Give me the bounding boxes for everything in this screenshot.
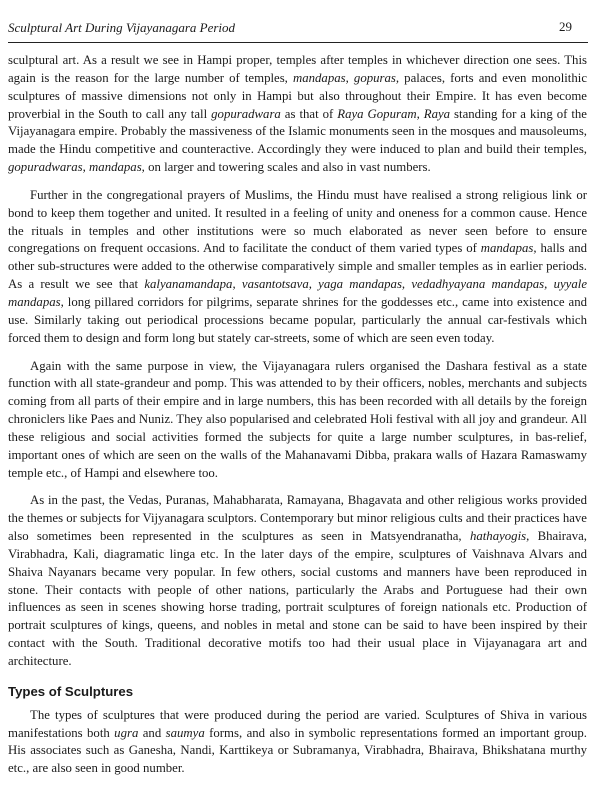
text-run: on larger and towering scales and also in vast numbers. bbox=[144, 160, 431, 175]
italic-term: Raya Gopuram, Raya bbox=[337, 106, 451, 121]
italic-term: saumya bbox=[165, 725, 205, 740]
text-run: Bhairava, Virabhadra, Kali, diagramatic linga etc. In the later days of the empire, sculptures of Vaishnava Alvars and Shaiva Nayanars became very popular. In few others, social customs and manners have been reproduced in stone. Their contacts with people of other nations, particularly the Arabs and Portuguese had their own influences as seen in scenes showing horse trading, portrait sculptures of foreign nationals etc. Production of portrait sculptures of kings, queens, and nobles in metal and stone can be said to have been inspired by their contact with the South. Traditional decorative motifs too had their usual place in Vijayanagara art and architecture. bbox=[8, 529, 588, 668]
paragraph-3 bbox=[8, 358, 587, 483]
text-run: halls and other sub-structures were added to the otherwise comparatively simple and smaller temples as in earlier periods. As a result we see that bbox=[8, 241, 588, 292]
text-run: sculptural art. As a result we see in Hampi proper, temples after temples in whichever direction one sees. This again is the reason for the large number of temples, bbox=[8, 53, 587, 85]
italic-term: ugra bbox=[114, 725, 139, 740]
paragraph-4 bbox=[8, 492, 587, 670]
page-header bbox=[8, 18, 588, 43]
section-paragraph-1 bbox=[8, 707, 587, 778]
text-run: As in the past, the Vedas, Puranas, Mahabharata, Ramayana, Bhagavata and other religious works provided the themes or subjects for Vijyanagara sculptors. Contemporary but minor religious cults and their practices have also sometimes been represented in the sculptures as seen in Matsyendranatha, bbox=[8, 493, 587, 544]
paragraph-2 bbox=[8, 187, 587, 348]
italic-term: mandapas, bbox=[480, 241, 537, 256]
text-run: forms, and also in symbolic representations formed an important group. His associates such as Ganesha, Nandi, Karttikeya or Subramanya, Virabhadra, Bhairava, Bhikshatana murthy etc., are also seen in good number. bbox=[8, 725, 587, 776]
text-run: palaces, forts and even monolithic sculptures of massive dimensions not only in Hampi but also throughout their Empire. It has even become proverbial in the South to call any tall bbox=[8, 70, 587, 121]
italic-term: gopuradwara bbox=[211, 106, 281, 121]
page-number: 29 bbox=[559, 19, 572, 34]
italic-term: mandapas, gopuras, bbox=[293, 70, 400, 85]
text-run: standing for a king of the Vijayanagara empire. Probably the massiveness of the Islamic monuments seen in the mosques and mausoleums, made the Hindu competitive and counteractive. Accordingly they were induced to plan and build their temples, bbox=[8, 106, 587, 157]
text-run: Again with the same purpose in view, the Vijayanagara rulers organised the Dashara festival as a state function with all state-grandeur and pomp. This was attended to by their officers, nobles, merchants and subjects coming from all parts of their empire and in large numbers, this has been recorded with all details by the foreign chroniclers like Paes and Nuniz. They also popularised and celebrated Holi festival with all joy and grandeur. All these religious and social activities formed the subjects for quite a large number sculptures, in bas-relief, important ones of which are seen on the walls of the Mahanavami Dibba, prakara walls of Hazara Ramaswamy temple etc., of Hampi and elsewhere too. bbox=[8, 358, 587, 480]
text-run: long pillared corridors for pilgrims, separate shrines for the goddesses etc., came into existence and use. Similarly taking out periodical processions became popular, particularly the annual car-festivals which forced them to design and form long but stately car-streets, some of which are seen even today. bbox=[8, 294, 587, 345]
text-run: The types of sculptures that were produced during the period are varied. Sculptures of Shiva in various manifestations both bbox=[8, 707, 587, 740]
italic-term: gopuradwaras, mandapas, bbox=[8, 160, 145, 175]
italic-term: kalyanamandapa, vasantotsava, yaga mandapas, vedadhyayana mandapas, uyyale mandapas, bbox=[8, 277, 587, 309]
text-run: Further in the congregational prayers of Muslims, the Hindu must have realised a strong religious link or bond to keep them together and united. It resulted in a feeling of unity and oneness for a common cause. Hence the rituals in temples and other institutions were so much elaborated as never seen before to ensure congregations on frequent occasions. And to facilitate the conduct of them varied types of bbox=[8, 187, 587, 256]
text-run: as that of bbox=[280, 106, 338, 121]
paragraph-1 bbox=[8, 52, 587, 177]
running-head: Sculptural Art During Vijayanagara Period bbox=[8, 20, 236, 35]
italic-term: hathayogis, bbox=[469, 529, 530, 544]
text-run: and bbox=[138, 725, 166, 740]
section-heading: Types of Sculptures bbox=[8, 683, 134, 699]
page-body bbox=[8, 52, 587, 788]
